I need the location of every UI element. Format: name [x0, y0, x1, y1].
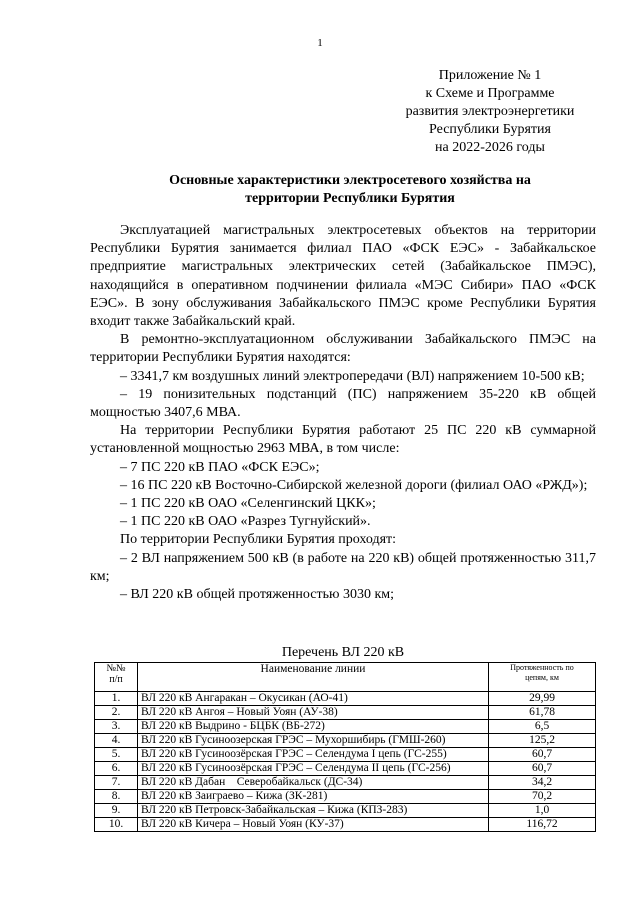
header-num-line: №№	[106, 663, 126, 674]
table-row	[95, 720, 596, 734]
cell-num: 1.	[95, 692, 138, 706]
cell-num: 8.	[95, 790, 138, 804]
table-row	[95, 804, 596, 818]
header-name: Наименование линии	[138, 663, 489, 692]
list-item: – 16 ПС 220 кВ Восточно-Сибирской железной дороги (филиал ОАО «РЖД»);	[120, 477, 588, 493]
cell-length: 60,7	[489, 762, 596, 776]
table-row	[95, 748, 596, 762]
appendix-line: Приложение № 1	[438, 68, 542, 83]
cell-length: 116,72	[489, 818, 596, 832]
cell-name: ВЛ 220 кВ Петровск-Забайкальская – Кижа (КПЗ-283)	[138, 804, 489, 818]
paragraph: По территории Республики Бурятия проходят:	[120, 532, 397, 548]
cell-name: ВЛ 220 кВ Кичера – Новый Уоян (КУ-37)	[138, 818, 489, 832]
header-num-line: п/п	[109, 674, 123, 685]
cell-num: 2.	[95, 706, 138, 720]
cell-name: ВЛ 220 кВ Заиграево – Кижа (ЗК-281)	[138, 790, 489, 804]
list-item: – 19 понизительных подстанций (ПС) напряжением 35-220 кВ общей мощностью 3407,6 МВА.	[90, 386, 596, 421]
cell-num: 7.	[95, 776, 138, 790]
cell-length: 61,78	[489, 706, 596, 720]
cell-name: ВЛ 220 кВ Выдрино - БЦБК (ВБ-272)	[138, 720, 489, 734]
table-header-row	[95, 663, 596, 692]
title-line: Основные характеристики электросетевого хозяйства на	[169, 173, 531, 188]
table-title: Перечень ВЛ 220 кВ	[281, 645, 405, 660]
power-lines-table	[94, 662, 596, 832]
list-item: – ВЛ 220 кВ общей протяженностью 3030 км;	[120, 587, 394, 603]
table-row	[95, 692, 596, 706]
table-row	[95, 776, 596, 790]
appendix-header	[380, 67, 600, 157]
appendix-line: к Схеме и Программе	[425, 86, 555, 101]
header-length	[489, 663, 596, 692]
body-text	[90, 222, 596, 604]
table-row	[95, 734, 596, 748]
cell-length: 6,5	[489, 720, 596, 734]
appendix-line: на 2022-2026 годы	[435, 140, 545, 155]
table-row	[95, 790, 596, 804]
header-length-line: Протяженность по	[510, 663, 574, 672]
cell-num: 3.	[95, 720, 138, 734]
appendix-line: Республики Бурятия	[429, 122, 551, 137]
document-title	[90, 172, 610, 208]
header-length-line: цепям, км	[525, 673, 559, 682]
cell-name: ВЛ 220 кВ Гусиноозёрская ГРЭС – Селендума I цепь (ГС-255)	[138, 748, 489, 762]
cell-length: 29,99	[489, 692, 596, 706]
list-item: – 3341,7 км воздушных линий электропередачи (ВЛ) напряжением 10-500 кВ;	[120, 368, 585, 384]
cell-length: 70,2	[489, 790, 596, 804]
cell-num: 4.	[95, 734, 138, 748]
cell-name: ВЛ 220 кВ Гусиноозерская ГРЭС – Мухоршибирь (ГМШ-260)	[138, 734, 489, 748]
cell-num: 6.	[95, 762, 138, 776]
cell-length: 34,2	[489, 776, 596, 790]
cell-length: 125,2	[489, 734, 596, 748]
cell-num: 10.	[95, 818, 138, 832]
cell-length: 1,0	[489, 804, 596, 818]
table-row	[95, 762, 596, 776]
cell-name: ВЛ 220 кВ Гусиноозёрская ГРЭС – Селендума II цепь (ГС-256)	[138, 762, 489, 776]
list-item: – 7 ПС 220 кВ ПАО «ФСК ЕЭС»;	[120, 459, 320, 475]
cell-num: 5.	[95, 748, 138, 762]
paragraph: На территории Республики Бурятия работают 25 ПС 220 кВ суммарной установленной мощностью 2963 МВА, в том числе:	[90, 423, 596, 457]
paragraph: Эксплуатацией магистральных электросетевых объектов на территории Республики Бурятия занимается филиал ПАО «ФСК ЕЭС» - Забайкальское предприятие магистральных электрических сетей (Забайкальское ПМЭС), находящийся в оперативном подчинении филиала «МЭС Сибири» ПАО «ФСК ЕЭС». В зону обслуживания Забайкальского ПМЭС кроме Республики Бурятия входит также Забайкальский край.	[90, 223, 596, 330]
page-number: 1	[317, 37, 323, 49]
appendix-line: развития электроэнергетики	[405, 104, 575, 119]
list-item: – 1 ПС 220 кВ ОАО «Селенгинский ЦКК»;	[120, 496, 376, 512]
cell-length: 60,7	[489, 748, 596, 762]
header-num	[95, 663, 138, 692]
table-row	[95, 818, 596, 832]
paragraph: В ремонтно-эксплуатационном обслуживании Забайкальского ПМЭС на территории Республики Бурятия находятся:	[90, 332, 596, 366]
cell-name: ВЛ 220 кВ Ангоя – Новый Уоян (АУ-38)	[138, 706, 489, 720]
table-row	[95, 706, 596, 720]
cell-name: ВЛ 220 кВ Дабан Северобайкальск (ДС-34)	[138, 776, 489, 790]
list-item: – 2 ВЛ напряжением 500 кВ (в работе на 220 кВ) общей протяженностью 311,7 км;	[90, 550, 596, 584]
title-line: территории Республики Бурятия	[245, 191, 455, 206]
cell-num: 9.	[95, 804, 138, 818]
cell-name: ВЛ 220 кВ Ангаракан – Окусикан (АО-41)	[138, 692, 489, 706]
list-item: – 1 ПС 220 кВ ОАО «Разрез Тугнуйский».	[120, 514, 371, 530]
